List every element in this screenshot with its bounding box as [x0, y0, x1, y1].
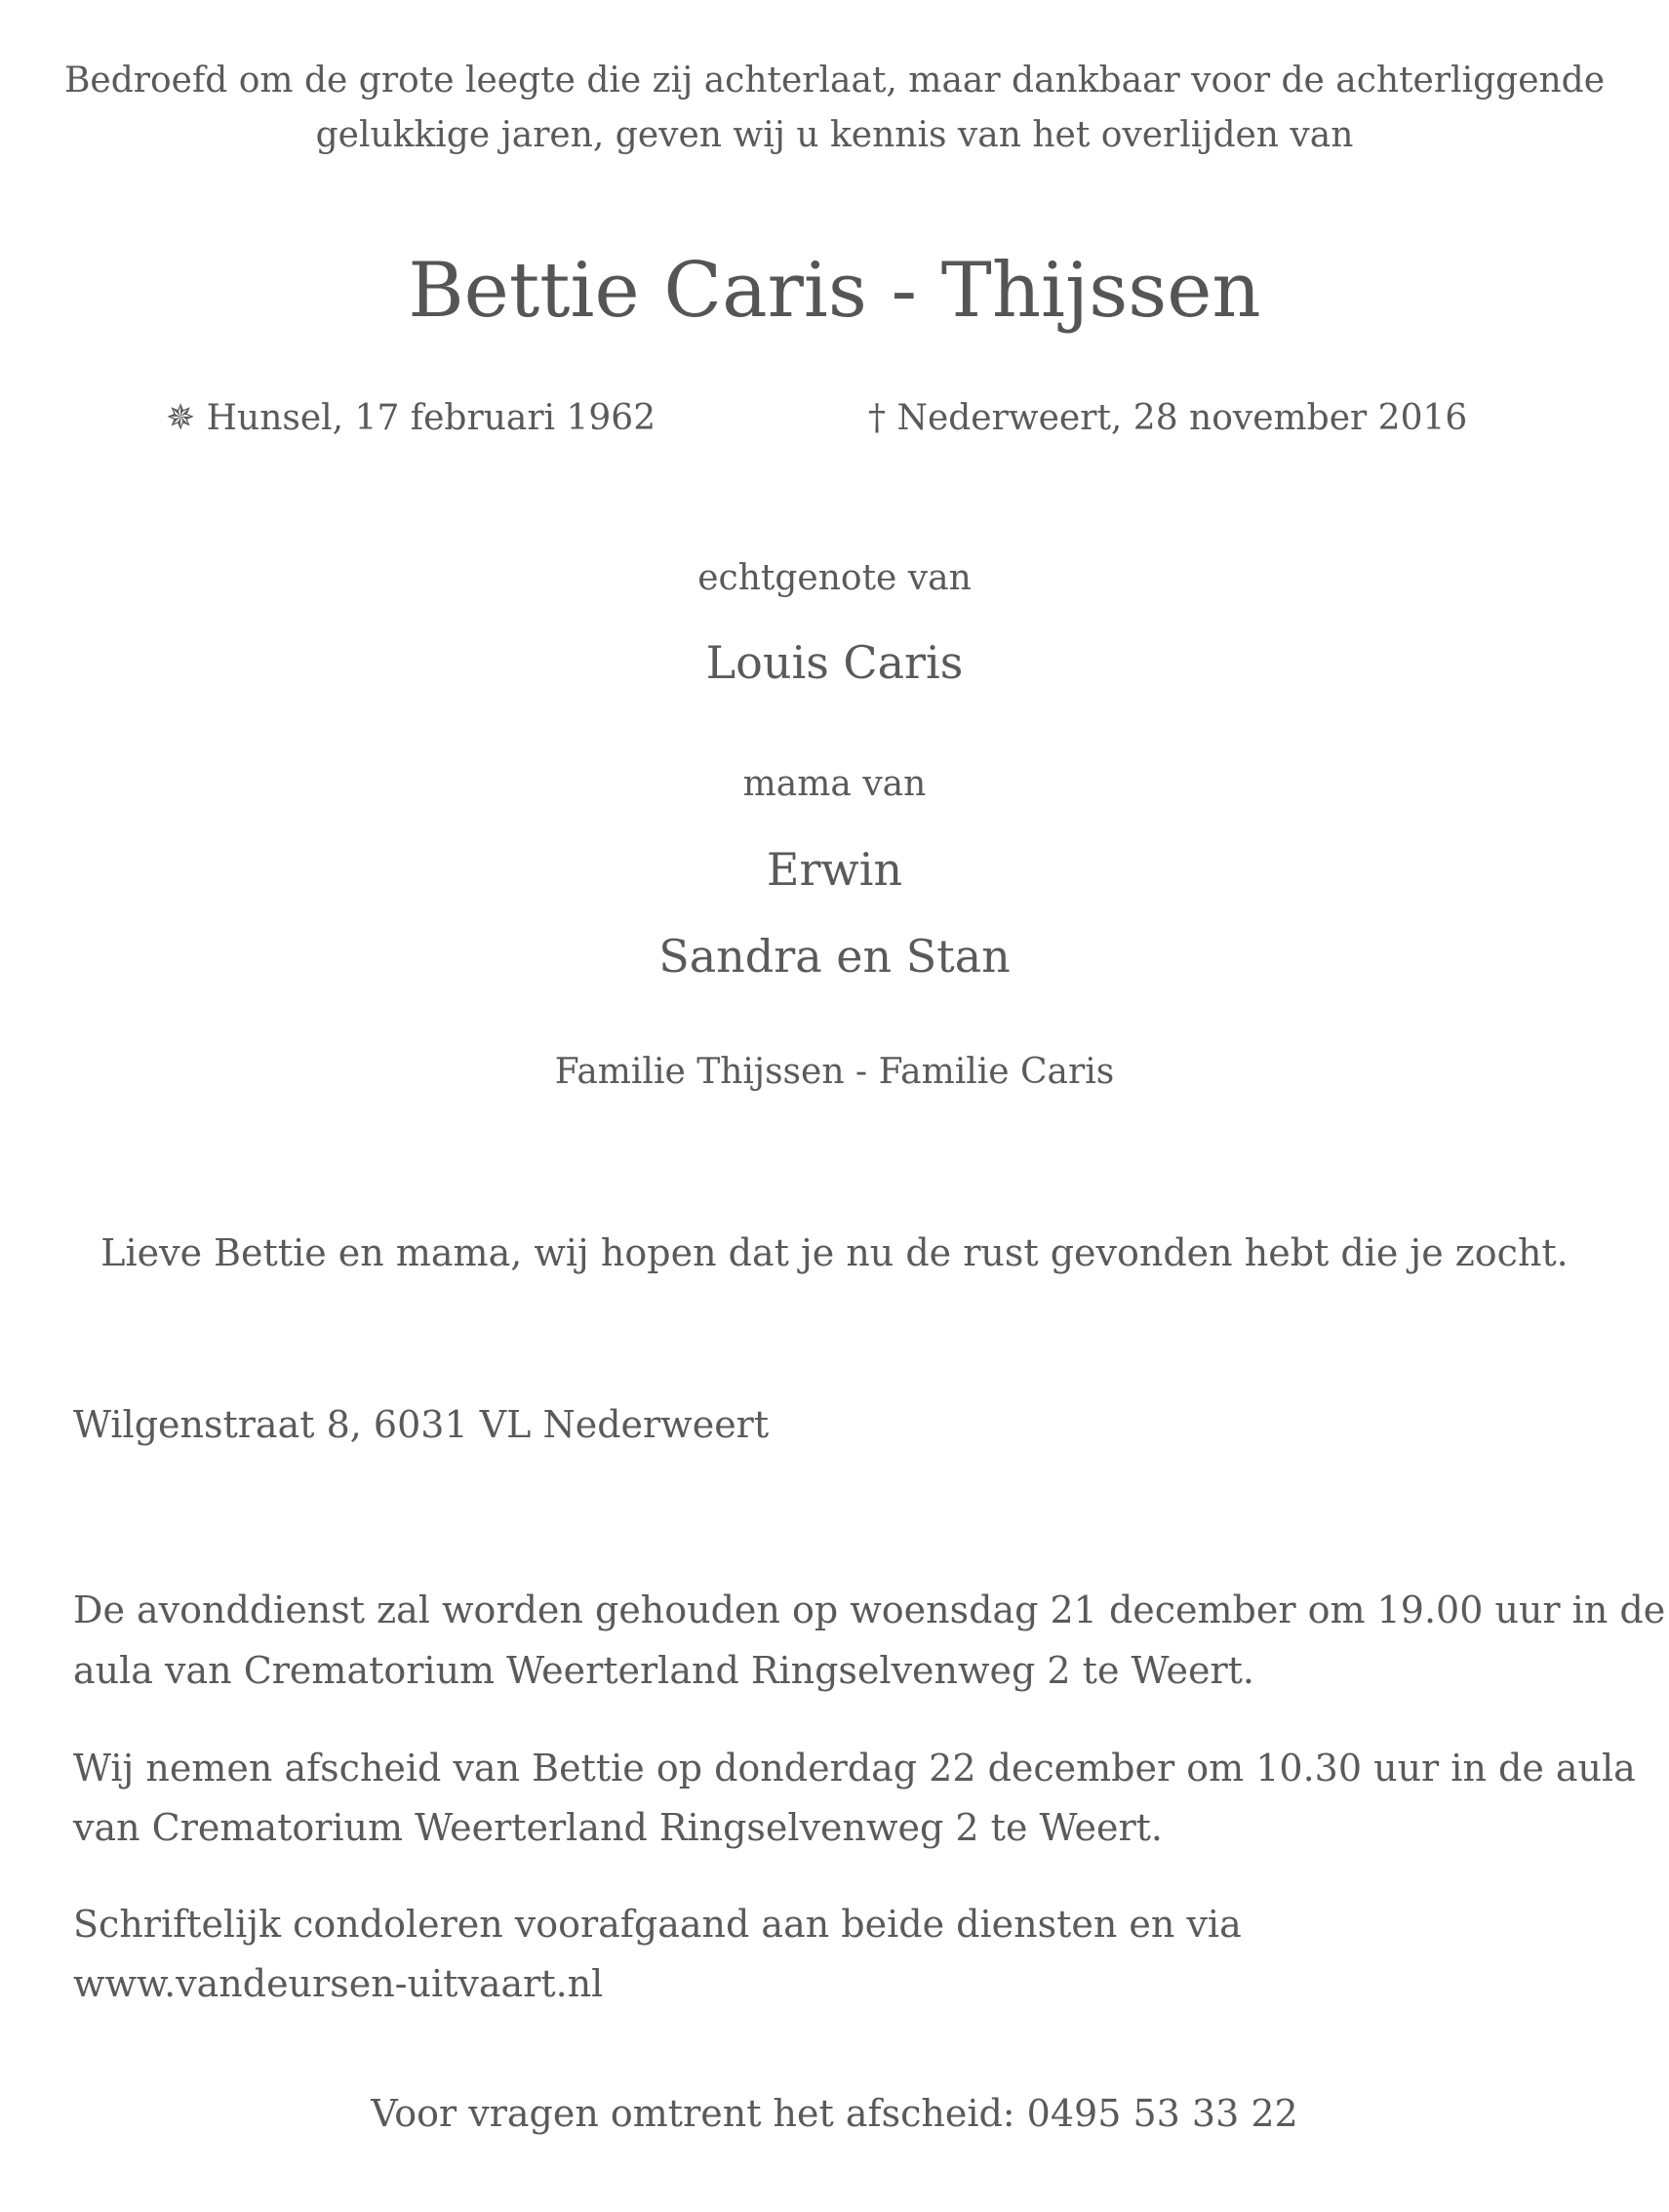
- child-name: Sandra en Stan: [658, 930, 1011, 983]
- child-name: Erwin: [766, 843, 903, 896]
- evening-service-text-line-2: aula van Crematorium Weerterland Ringselvenweg 2 te Weert.: [73, 1649, 1254, 1692]
- spouse-name: Louis Caris: [705, 636, 964, 689]
- farewell-service-text-line-1: Wij nemen afscheid van Bettie op donderdag 22 december om 10.30 uur in de aula: [73, 1747, 1636, 1790]
- evening-service-text-line-1: De avonddienst zal worden gehouden op woensdag 21 december om 19.00 uur in de: [73, 1589, 1666, 1631]
- spouse-intro: echtgenote van: [697, 558, 972, 598]
- intro-text-line-2: gelukkige jaren, geven wij u kennis van het overlijden van: [315, 115, 1354, 155]
- birth-date-place: ✵ Hunsel, 17 februari 1962: [166, 398, 656, 438]
- deceased-name: Bettie Caris - Thijssen: [408, 247, 1261, 335]
- home-address: Wilgenstraat 8, 6031 VL Nederweert: [73, 1403, 770, 1446]
- farewell-quote: Lieve Bettie en mama, wij hopen dat je nu de rust gevonden hebt die je zocht.: [100, 1231, 1569, 1274]
- contact-phone-line: Voor vragen omtrent het afscheid: 0495 53 33 22: [371, 2092, 1298, 2135]
- intro-text-line-1: Bedroefd om de grote leegte die zij achterlaat, maar dankbaar voor de achterliggende: [63, 60, 1606, 101]
- children-intro: mama van: [742, 764, 927, 804]
- condolence-text: Schriftelijk condoleren voorafgaand aan beide diensten en via: [73, 1903, 1242, 1946]
- farewell-service-text-line-2: van Crematorium Weerterland Ringselvenweg 2 te Weert.: [73, 1806, 1163, 1849]
- death-date-place: † Nederweert, 28 november 2016: [868, 398, 1468, 438]
- condolence-website-link[interactable]: www.vandeursen-uitvaart.nl: [73, 1962, 604, 2005]
- family-names: Familie Thijssen - Familie Caris: [554, 1052, 1115, 1092]
